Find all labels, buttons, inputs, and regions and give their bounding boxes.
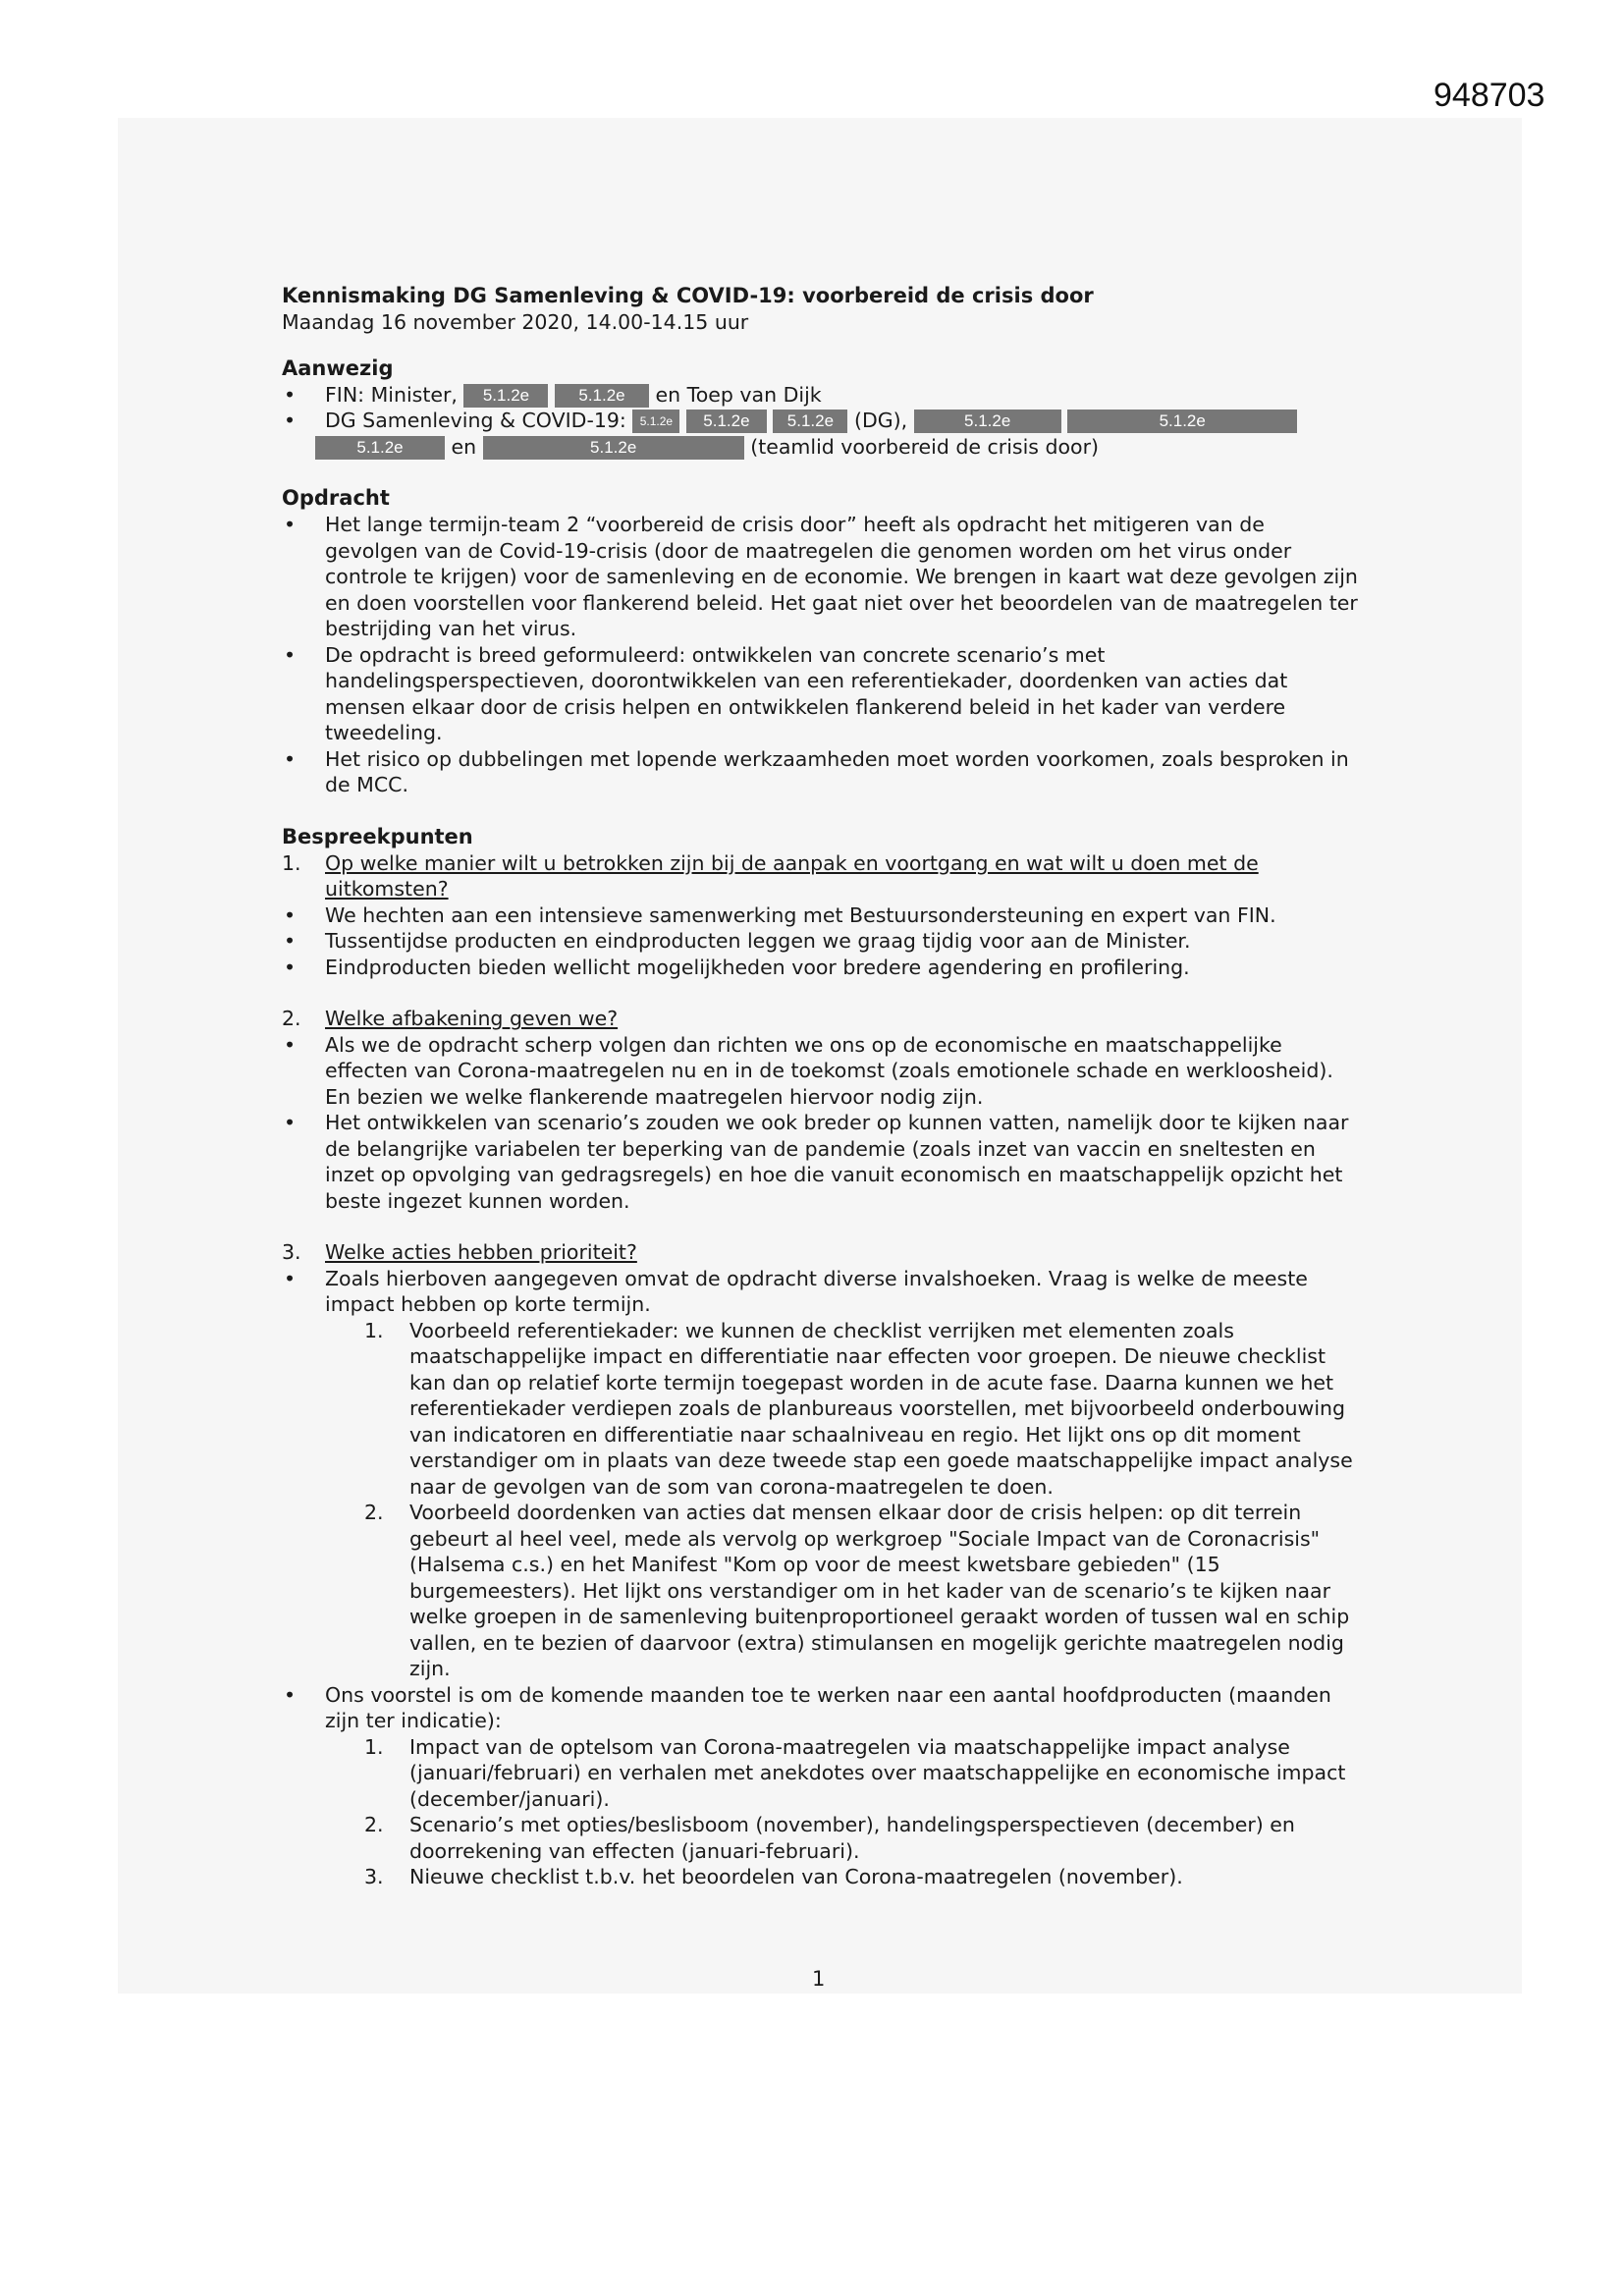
- section-bespreekpunten-heading: Bespreekpunten: [282, 824, 473, 848]
- sub-item: [282, 1500, 1362, 1682]
- sub-number: 2.: [364, 1501, 384, 1524]
- bullet-text: Zoals hierboven aangegeven omvat de opdracht diverse invalshoeken. Vraag is welke de meeste impact hebben op korte termijn.: [325, 1266, 1308, 1316]
- question-2-list: [282, 1032, 1362, 1215]
- fin-suffix: en Toep van Dijk: [655, 382, 822, 407]
- page-number: 1: [812, 1967, 826, 1991]
- bullet-text: Ons voorstel is om de komende maanden toe te werken naar een aantal hoofdproducten (maanden zijn ter indicatie):: [325, 1682, 1331, 1732]
- document-title: Kennismaking DG Samenleving & COVID-19: voorbereid de crisis door: [282, 284, 1094, 307]
- question-2: [282, 1006, 1362, 1032]
- sub-text: Impact van de optelsom van Corona-maatregelen via maatschappelijke impact analyse (januari/februari) en verhalen met anekdotes over maatschappelijke en economische impact (december/januari).: [409, 1734, 1346, 1811]
- sub-item: [282, 1812, 1362, 1864]
- list-item: • Het risico op dubbelingen met lopende werkzaamheden moet worden voorkomen, zoals besproken in de MCC.: [282, 746, 1362, 798]
- question-text: Op welke manier wilt u betrokken zijn bij de aanpak en voortgang en wat wilt u doen met de uitkomsten?: [325, 850, 1259, 901]
- sub-number: 3.: [364, 1865, 384, 1888]
- dg-prefix: DG Samenleving & COVID-19:: [325, 409, 626, 432]
- dg-mid: (DG),: [853, 409, 908, 432]
- redaction-block: 5.1.2e: [1067, 410, 1297, 433]
- sub-text: Voorbeeld doordenken van acties dat mensen elkaar door de crisis helpen: op dit terrein gebeurt al heel veel, mede als vervolg op werkgroep "Sociale Impact van de Coronacrisis" (Halsema c.s.) en het Manifest "Kom op voor de meest kwetsbare gebieden" (15 burgemeesters). Het lijkt ons verstandiger om in het kader van de scenario’s te kijken naar welke groepen in de samenleving buitenproportioneel geraakt worden of tussen wal en schip vallen, en te bezien of daarvoor (extra) stimulansen en mogelijk gerichte maatregelen nodig zijn.: [409, 1501, 1350, 1680]
- aanwezig-dg: [282, 408, 1362, 460]
- question-3: [282, 1239, 1362, 1266]
- sub-text: Nieuwe checklist t.b.v. het beoordelen van Corona-maatregelen (november).: [409, 1865, 1183, 1888]
- document-number: 948703: [1434, 77, 1545, 114]
- list-item: • Het lange termijn-team 2 “voorbereid de crisis door” heeft als opdracht het mitigeren van de gevolgen van de Covid-19-crisis (door de maatregelen die genomen worden om het virus onder controle te krijgen) voor de samenleving en de economie. We brengen in kaart wat deze gevolgen zijn en doen voorstellen voor flankerend beleid. Het gaat niet over het beoordelen van de maatregelen ter bestrijding van het virus.: [282, 512, 1362, 642]
- list-item: [282, 1682, 1362, 1734]
- sub-text: Scenario’s met opties/beslisboom (november), handelingsperspectieven (december) en doorrekening van effecten (januari-februari).: [409, 1813, 1295, 1863]
- sub-item: [282, 1734, 1362, 1813]
- document-subtitle: Maandag 16 november 2020, 14.00-14.15 uur: [282, 310, 749, 334]
- question-number: 3.: [282, 1240, 301, 1264]
- sub-number: 2.: [364, 1813, 384, 1836]
- list-item: • Tussentijdse producten en eindproducten leggen we graag tijdig voor aan de Minister.: [282, 928, 1362, 955]
- fin-prefix: FIN: Minister,: [325, 382, 458, 407]
- question-number: 1.: [282, 850, 301, 875]
- redaction-block: 5.1.2e: [555, 384, 649, 408]
- and-word: en: [451, 434, 477, 459]
- redaction-block: 5.1.2e: [463, 384, 548, 408]
- aanwezig-list: [282, 382, 1362, 461]
- sub-number: 1.: [364, 1734, 384, 1759]
- question-text: Welke afbakening geven we?: [325, 1007, 619, 1030]
- redaction-block: 5.1.2e: [632, 410, 679, 433]
- sub-item: [282, 1864, 1362, 1890]
- list-item: [282, 1266, 1362, 1318]
- redaction-block: 5.1.2e: [315, 436, 445, 460]
- teamlid-text: (teamlid voorbereid de crisis door): [750, 434, 1100, 459]
- question-text: Welke acties hebben prioriteit?: [325, 1240, 637, 1264]
- section-aanwezig-heading: Aanwezig: [282, 355, 394, 380]
- redaction-block: 5.1.2e: [686, 410, 767, 433]
- list-item: • We hechten aan een intensieve samenwerking met Bestuursondersteuning en expert van FIN.: [282, 902, 1362, 929]
- redaction-block: 5.1.2e: [914, 410, 1061, 433]
- document-body: [282, 283, 1362, 1890]
- aanwezig-fin: [282, 382, 1362, 409]
- question-3-list: [282, 1266, 1362, 1318]
- question-3-list-2: [282, 1682, 1362, 1734]
- question-1-list: [282, 902, 1362, 981]
- opdracht-list: [282, 512, 1362, 798]
- list-item: • De opdracht is breed geformuleerd: ontwikkelen van concrete scenario’s met handelingsperspectieven, doorontwikkelen van een referentiekader, doordenken van acties dat mensen elkaar door de crisis helpen en ontwikkelen flankerend beleid in het kader van verdere tweedeling.: [282, 642, 1362, 746]
- question-number: 2.: [282, 1007, 301, 1030]
- list-item: • Eindproducten bieden wellicht mogelijkheden voor bredere agendering en profilering.: [282, 955, 1362, 981]
- redaction-block: 5.1.2e: [773, 410, 847, 433]
- section-opdracht-heading: Opdracht: [282, 486, 390, 510]
- question-1: [282, 850, 1362, 902]
- list-item: • Het ontwikkelen van scenario’s zouden we ook breder op kunnen vatten, namelijk door te kijken naar de belangrijke variabelen ter beperking van de pandemie (zoals inzet van vaccin en sneltesten en inzet op opvolging van gedragsregels) en hoe die vanuit economisch en maatschappelijk opzicht het beste ingezet kunnen worden.: [282, 1110, 1362, 1214]
- redaction-block: 5.1.2e: [483, 436, 744, 460]
- list-item: • Als we de opdracht scherp volgen dan richten we ons op de economische en maatschappelijke effecten van Corona-maatregelen nu en in de toekomst (zoals emotionele schade en werkloosheid). En bezien we welke flankerende maatregelen hiervoor nodig zijn.: [282, 1032, 1362, 1111]
- sub-text: Voorbeeld referentiekader: we kunnen de checklist verrijken met elementen zoals maatschappelijke impact en differentiatie naar effecten voor groepen. De nieuwe checklist kan dan op relatief korte termijn toegepast worden in de acute fase. Daarna kunnen we het referentiekader verdiepen zoals de planbureaus voorstellen, met bijvoorbeeld onderbouwing van indicatoren en differentiatie naar schaalniveau en regio. Het lijkt ons op dit moment verstandiger om in plaats van deze tweede stap een goede maatschappelijke impact analyse naar de gevolgen van de som van corona-maatregelen te doen.: [409, 1318, 1353, 1499]
- sub-number: 1.: [364, 1318, 384, 1342]
- sub-item: [282, 1318, 1362, 1501]
